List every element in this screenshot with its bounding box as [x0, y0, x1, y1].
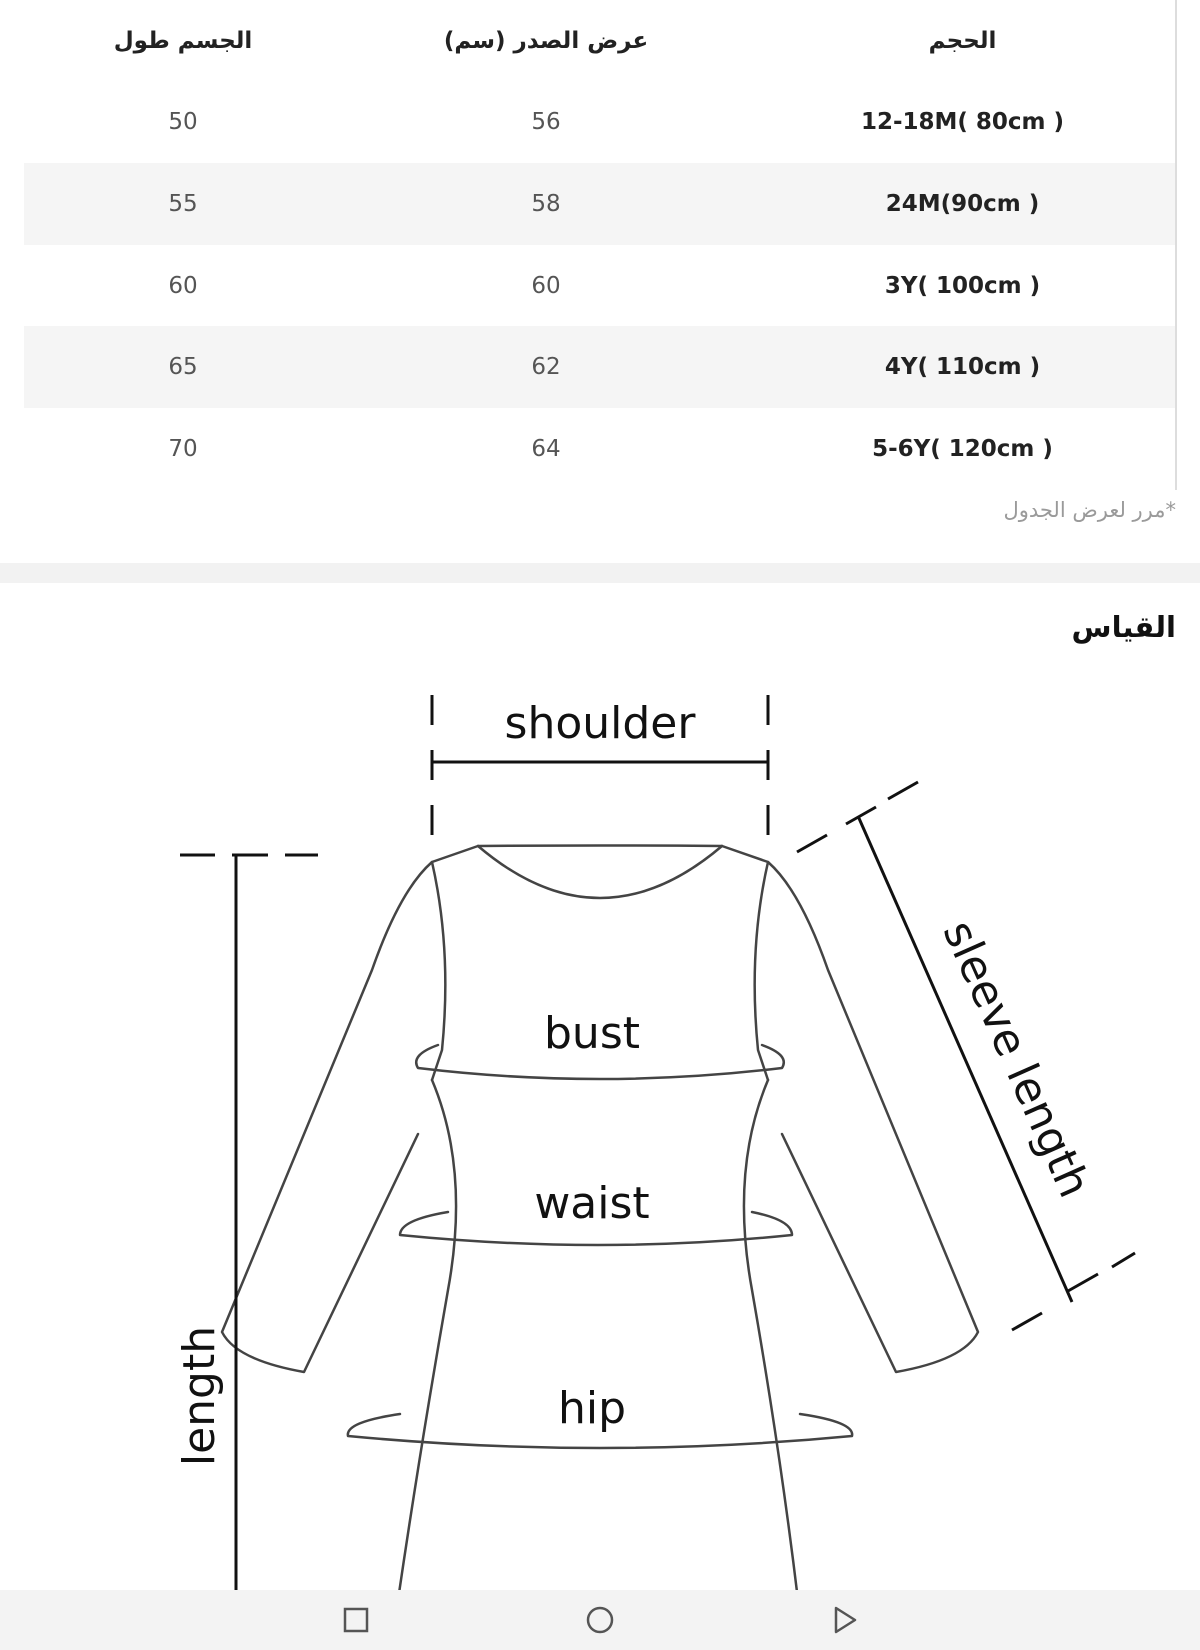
bust-label: bust — [544, 1008, 640, 1059]
cell-bust: 64 — [531, 435, 561, 462]
cell-length: 55 — [168, 190, 198, 217]
hip-label: hip — [557, 1383, 627, 1434]
header-length: الجسم طول — [113, 27, 253, 54]
cell-bust: 60 — [531, 272, 561, 299]
cell-size: 12-18M( 80cm ) — [860, 109, 1065, 136]
cell-size: 3Y( 100cm ) — [884, 272, 1041, 299]
table-row — [24, 326, 1175, 408]
table-row — [24, 408, 1175, 490]
cell-bust: 56 — [531, 109, 561, 136]
square-icon[interactable] — [340, 1604, 372, 1636]
cell-size: 5-6Y( 120cm ) — [872, 435, 1053, 462]
waist-label: waist — [534, 1178, 650, 1229]
table-row — [24, 163, 1175, 245]
cell-bust: 62 — [531, 354, 561, 381]
measurement-diagram — [0, 650, 1200, 1600]
cell-length: 70 — [168, 435, 198, 462]
table-row — [24, 245, 1175, 327]
header-size: الحجم — [928, 27, 997, 54]
navigation-bar — [0, 1590, 1200, 1650]
cell-size: 4Y( 110cm ) — [884, 354, 1041, 381]
shoulder-label: shoulder — [504, 698, 696, 749]
scroll-hint: *مرر لعرض الجدول — [1003, 498, 1176, 522]
size-table — [24, 0, 1177, 490]
table-row — [24, 82, 1175, 164]
table-header-row — [24, 0, 1175, 82]
circle-icon[interactable] — [584, 1604, 616, 1636]
cell-size: 24M(90cm ) — [885, 190, 1040, 217]
section-divider — [0, 563, 1200, 583]
sleeve-length-label: sleeve length — [932, 913, 1100, 1205]
length-label: length — [174, 1325, 225, 1467]
cell-length: 50 — [168, 109, 198, 136]
triangle-icon[interactable] — [828, 1604, 860, 1636]
header-bust: عرض الصدر (سم) — [443, 27, 649, 54]
measurement-title: القياس — [1071, 610, 1176, 644]
cell-length: 60 — [168, 272, 198, 299]
cell-bust: 58 — [531, 190, 561, 217]
cell-length: 65 — [168, 354, 198, 381]
